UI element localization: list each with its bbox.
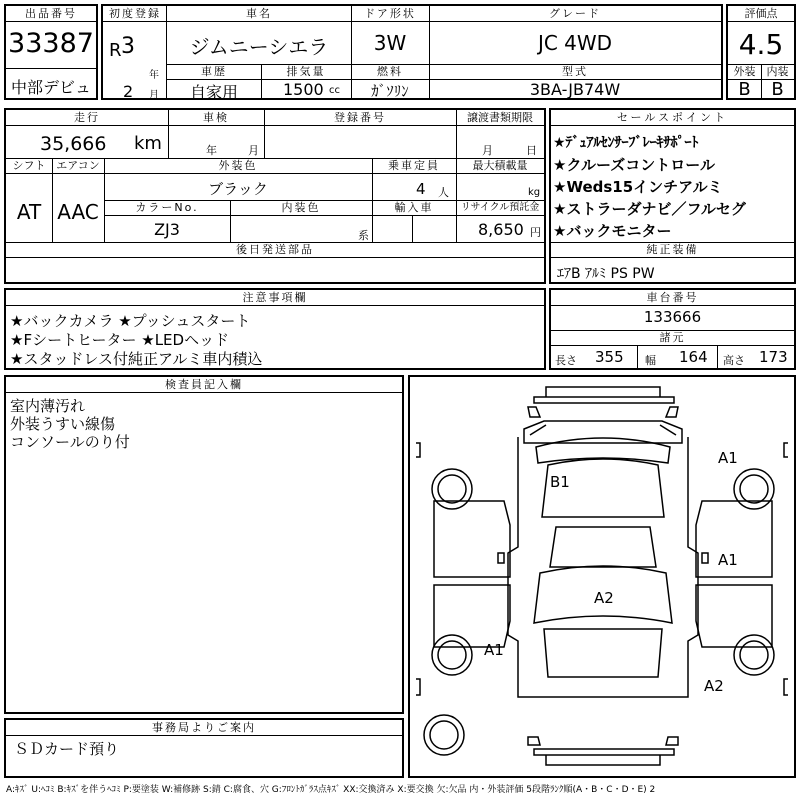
- history-value: 自家用: [189, 83, 238, 102]
- sales-points-box: [549, 108, 796, 284]
- door-type: 3W: [373, 31, 407, 55]
- damage-mark: A2: [704, 677, 724, 695]
- color-no-label: カラーNo.: [104, 200, 230, 216]
- sales-label: セールスポイント: [551, 110, 794, 126]
- transfer-month: 月: [482, 144, 493, 157]
- model-label: 型式: [429, 64, 721, 80]
- vehicle-header: [101, 4, 723, 100]
- color-label: 外装色: [104, 158, 372, 174]
- load-unit: kg: [528, 187, 541, 198]
- car-diagram-svg: [410, 377, 794, 776]
- office-value: ＳＤカード預り: [14, 740, 120, 758]
- recycle-value: 8,650: [478, 220, 524, 239]
- int-color-label: 内装色: [230, 200, 372, 216]
- year-unit: 年: [149, 70, 159, 81]
- grade-label: グレード: [429, 6, 721, 22]
- len-value: 355: [595, 348, 624, 366]
- era: R: [109, 40, 122, 61]
- sales-item: ★ストラーダナビ／フルセグ: [553, 200, 746, 218]
- inspector-line: 外装うすい線傷: [10, 415, 116, 433]
- office-label: 事務局よりご案内: [6, 720, 402, 736]
- hei-label: 高さ: [723, 354, 745, 367]
- sales-item: ★バックモニター: [553, 222, 672, 240]
- damage-mark: A1: [718, 551, 738, 569]
- damage-mark: B1: [550, 473, 570, 491]
- fuel-label: 燃料: [351, 64, 429, 80]
- wid-label: 幅: [645, 354, 656, 367]
- score-label: 評価点: [728, 6, 794, 22]
- spec-box: [4, 108, 546, 284]
- office-box: [4, 718, 404, 778]
- color-no-value: ZJ3: [154, 220, 180, 239]
- name-label: 車名: [167, 6, 351, 22]
- notes-box: [4, 288, 546, 370]
- damage-mark: A1: [484, 641, 504, 659]
- lot-number: 33387: [8, 28, 94, 59]
- cap-label: 乗車定員: [372, 158, 456, 174]
- reg-label: 初度登録: [103, 6, 167, 22]
- mileage-value: 35,666: [40, 133, 107, 155]
- era-year: 3: [121, 34, 135, 59]
- score-value: 4.5: [738, 28, 784, 61]
- dims-label: 諸元: [551, 330, 794, 346]
- disp-value: 1500: [283, 80, 324, 99]
- recycle-unit: 円: [530, 226, 541, 239]
- lot-box: [4, 4, 98, 100]
- inspect-label: 車検: [168, 110, 264, 126]
- color-value: ブラック: [208, 180, 268, 198]
- shift-label: シフト: [6, 158, 52, 174]
- cap-unit: 人: [438, 186, 449, 199]
- chassis-number: 133666: [643, 308, 702, 326]
- equip-value: ｴｱB ｱﾙﾐ PS PW: [557, 266, 655, 282]
- inspect-month: 月: [248, 144, 259, 157]
- len-label: 長さ: [555, 354, 577, 367]
- sales-item: ★ﾃﾞｭｱﾙｾﾝｻｰﾌﾞﾚｰｷｻﾎﾟｰﾄ: [553, 135, 699, 151]
- ac-value: AAC: [57, 200, 99, 224]
- int-color-unit: 系: [358, 229, 369, 242]
- equip-label: 純正装備: [551, 242, 794, 258]
- mileage-unit: km: [134, 133, 162, 154]
- int-grade: B: [771, 79, 784, 100]
- hei-value: 173: [759, 348, 788, 366]
- debut-label: 中部デビュ: [10, 78, 91, 97]
- ac-label: エアコン: [52, 158, 104, 174]
- chassis-label: 車台番号: [551, 290, 794, 306]
- lot-label: 出品番号: [6, 6, 96, 22]
- import-label: 輸入車: [372, 200, 456, 216]
- grade-value: JC 4WD: [537, 31, 613, 55]
- fuel-value: ｶﾞｿﾘﾝ: [371, 82, 409, 100]
- disp-label: 排気量: [261, 64, 351, 80]
- mileage-label: 走行: [6, 110, 168, 126]
- inspector-box: [4, 375, 404, 714]
- model-value: 3BA-JB74W: [529, 80, 621, 99]
- damage-mark: A1: [718, 449, 738, 467]
- history-label: 車歴: [167, 64, 261, 80]
- wid-value: 164: [679, 348, 708, 366]
- plate-label: 登録番号: [264, 110, 456, 126]
- notes-line: ★バックカメラ ★プッシュスタート: [10, 312, 251, 330]
- notes-line: ★Fシートヒーター ★LEDヘッド: [10, 331, 230, 349]
- notes-line: ★スタッドレス付純正アルミ車内積込: [10, 350, 263, 368]
- int-grade-label: 内装: [761, 64, 794, 80]
- legend-text: A:ｷｽﾞ U:ﾍｺﾐ B:ｷｽﾞを伴うﾍｺﾐ P:要塗装 W:補修跡 S:錆 C:腐食、穴 G:ﾌﾛﾝﾄｶﾞﾗｽ点ｷｽﾞ XX:交換済み X:要交換 欠:欠品 内・外装評価 5段階ﾗﾝｸ順(A・B・C・D・E) 2: [6, 785, 656, 795]
- transfer-label: 譲渡書類期限: [456, 110, 544, 126]
- shift-value: AT: [16, 200, 42, 224]
- later-parts-label: 後日発送部品: [6, 242, 544, 258]
- sales-item: ★Weds15インチアルミ: [553, 178, 723, 196]
- ext-grade: B: [738, 79, 751, 100]
- chassis-box: [549, 288, 796, 370]
- load-label: 最大積載量: [456, 158, 544, 174]
- recycle-label: リサイクル預託金: [456, 200, 544, 216]
- inspect-year: 年: [206, 144, 217, 157]
- month-unit: 月: [149, 90, 159, 101]
- inspector-line: 室内薄汚れ: [10, 397, 86, 415]
- sales-item: ★クルーズコントロール: [553, 156, 715, 174]
- reg-month: 2: [123, 82, 134, 101]
- notes-label: 注意事項欄: [6, 290, 544, 306]
- score-box: [726, 4, 796, 100]
- car-name: ジムニーシエラ: [189, 35, 329, 59]
- inspector-line: コンソールのり付: [10, 433, 130, 451]
- transfer-day: 日: [526, 144, 537, 157]
- door-label: ドア形状: [351, 6, 429, 22]
- ext-grade-label: 外装: [728, 64, 761, 80]
- inspector-label: 検査員記入欄: [6, 377, 402, 393]
- damage-mark: A2: [594, 589, 614, 607]
- cap-value: 4: [416, 180, 426, 198]
- disp-unit: cc: [329, 85, 340, 96]
- damage-diagram: [408, 375, 796, 778]
